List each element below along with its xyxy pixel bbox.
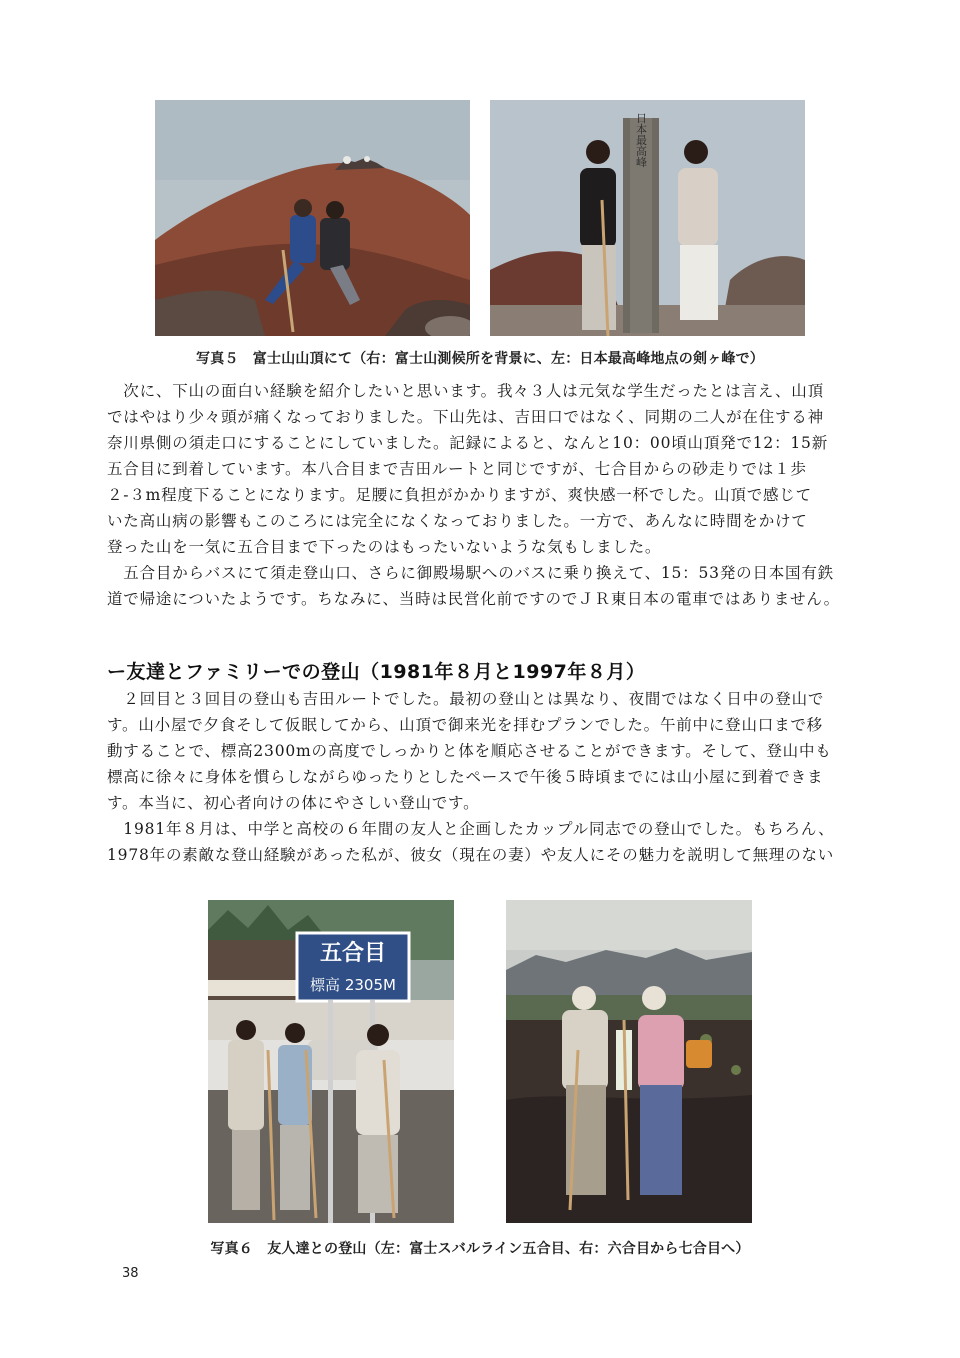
paragraph-line: ではやはり少々頭が痛くなっておりました。下山先は、吉田口ではなく、同期の二人が在住する神: [107, 408, 824, 426]
photo-sixth-to-seventh-station: [506, 900, 752, 1223]
paragraph-line: 動することで、標高2300mの高度でしっかりと体を順応させることができます。そして、登山中も: [107, 742, 832, 760]
paragraph-line: 登った山を一気に五合目まで下ったのはもったいないような気もしました。: [107, 538, 662, 556]
paragraph-line: ２-３m程度下ることになります。足腰に負担がかかりますが、爽快感一杯でした。山頂で感じて: [107, 486, 812, 504]
paragraph-line: 五合目からバスにて須走登山口、さらに御殿場駅へのバスに乗り換えて、15：53発の日本国有鉄: [107, 564, 834, 582]
paragraph-line: す。本当に、初心者向けの体にやさしい登山です。: [107, 794, 480, 812]
paragraph-line: 道で帰途についたようです。ちなみに、当時は民営化前ですのでＪＲ東日本の電車ではありません。: [107, 590, 840, 608]
paragraph-line: 五合目に到着しています。本八合目まで吉田ルートと同じですが、七合目からの砂走りでは１歩: [107, 460, 807, 478]
photo5-caption: 写真５ 富士山山頂にて（右：富士山測候所を背景に、左：日本最高峰地点の剣ヶ峰で）: [196, 351, 764, 367]
paragraph-line: 奈川県側の須走口にすることにしていました。記録によると、なんと10：00頃山頂発で12：15新: [107, 434, 828, 452]
paragraph-line: 次に、下山の面白い経験を紹介したいと思います。我々３人は元気な学生だったとは言え、山頂: [107, 382, 824, 400]
paragraph-line: ２回目と３回目の登山も吉田ルートでした。最初の登山とは異なり、夜間ではなく日中の登山で: [107, 690, 825, 708]
photo-fifth-station: [208, 900, 454, 1223]
page-number: 38: [122, 1266, 139, 1281]
section2-body: [107, 686, 855, 868]
paragraph-line: いた高山病の影響もこのころには完全になくなっておりました。一方で、あんなに時間をかけて: [107, 512, 808, 530]
paragraph-line: 1981年８月は、中学と高校の６年間の友人と企画したカップル同志での登山でした。もちろん、: [107, 820, 835, 838]
paragraph-line: 標高に徐々に身体を慣らしながらゆったりとしたペースで午後５時頃までには山小屋に到着できま: [107, 768, 824, 786]
photo-kengamine-marker: [490, 100, 805, 336]
paragraph-line: 1978年の素敵な登山経験があった私が、彼女（現在の妻）や友人にその魅力を説明して無理のない: [107, 846, 835, 864]
sign-title: 五合目: [319, 941, 387, 966]
sign-subtitle: 標高 2305M: [310, 976, 396, 994]
paragraph-line: す。山小屋で夕食そして仮眠してから、山頂で御来光を拝むプランでした。午前中に登山口まで移: [107, 716, 823, 734]
section-heading: ー友達とファミリーでの登山（1981年８月と1997年８月）: [107, 661, 646, 683]
pillar-inscription: 日本最高峰: [634, 112, 648, 168]
photo-summit-observatory: [155, 100, 470, 336]
photo6-caption: 写真６ 友人達との登山（左：富士スバルライン五合目、右：六合目から七合目へ）: [210, 1241, 750, 1257]
section1-body: [107, 378, 855, 612]
